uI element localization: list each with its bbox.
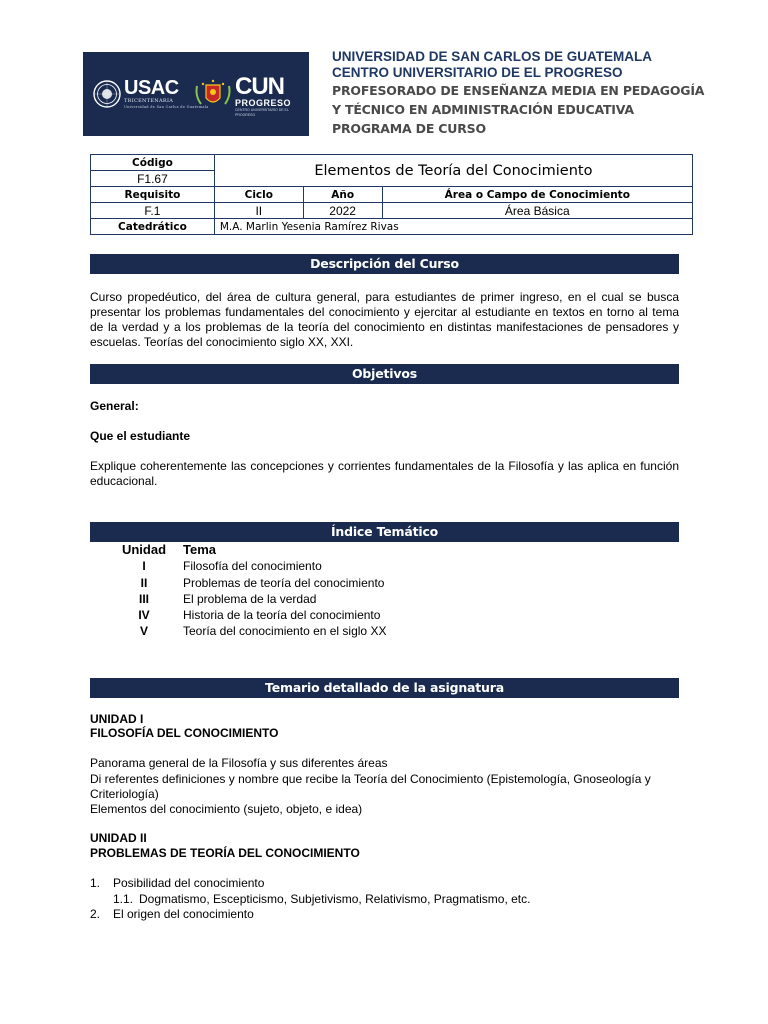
list-item-number: 2.: [90, 907, 101, 921]
indice-unidad: IV: [138, 608, 150, 623]
area-value: Área Básica: [382, 203, 692, 219]
list-item: [90, 907, 679, 923]
usac-subtitle-small: Universidad de San Carlos de Guatemala: [124, 105, 209, 109]
list-item: [90, 876, 679, 892]
university-name: UNIVERSIDAD DE SAN CARLOS DE GUATEMALA: [332, 49, 653, 64]
unidad-2-list: [90, 876, 679, 923]
unidad-1-point: Panorama general de la Filosofía y sus diferentes áreas: [90, 756, 388, 770]
indice-tema: Problemas de teoría del conocimiento: [183, 575, 385, 590]
requisito-label: Requisito: [91, 187, 215, 203]
indice-tema: El problema de la verdad: [183, 591, 317, 606]
indice-row: [118, 607, 386, 623]
indice-row: [118, 591, 386, 607]
anio-label: Año: [303, 187, 382, 203]
unidad-2-title: PROBLEMAS DE TEORÍA DEL CONOCIMIENTO: [90, 846, 360, 860]
center-name: CENTRO UNIVERSITARIO DE EL PROGRESO: [332, 65, 623, 80]
indice-tema: Historia de la teoría del conocimiento: [183, 608, 381, 623]
course-info-table: [90, 154, 693, 235]
indice-col-unidad: Unidad: [121, 542, 167, 557]
list-item-text: El origen del conocimiento: [113, 907, 254, 921]
objetivo-general-label: General:: [90, 399, 139, 413]
anio-value: 2022: [303, 203, 382, 219]
indice-header-row: [118, 542, 386, 558]
objetivo-intro: Que el estudiante: [90, 429, 191, 443]
document-header: [332, 49, 704, 138]
ciclo-value: II: [214, 203, 303, 219]
section-bar-temario: Temario detallado de la asignatura: [90, 678, 679, 698]
indice-row: [118, 575, 386, 591]
codigo-value: F1.67: [91, 171, 215, 187]
catedratico-label: Catedrático: [91, 219, 215, 235]
descripcion-text: Curso propedéutico, del área de cultura general, para estudiantes de primer ingreso, en el cual se busca presentar los problemas fundamentales del conocimiento y ejercitar al estudiante en textos en torno al tema de la verdad y a los problemas de la teoría del conocimiento en distintas manifestaciones de pensadores y escuelas. Teorías del conocimiento siglo XX, XXI.: [90, 290, 679, 349]
cun-logo: [235, 73, 309, 118]
list-subitem: [90, 892, 679, 908]
unidad-1-label: UNIDAD I: [90, 712, 144, 726]
indice-unidad: II: [140, 575, 148, 590]
objetivo-text: Explique coherentemente las concepciones y corrientes fundamentales de la Filosofía y las aplica en función educacional.: [90, 459, 679, 488]
usac-seal-icon: [93, 80, 121, 108]
document-type: PROGRAMA DE CURSO: [332, 121, 486, 136]
area-label: Área o Campo de Conocimiento: [382, 187, 692, 203]
program-name-1: PROFESORADO DE ENSEÑANZA MEDIA EN PEDAGOGÍA: [332, 83, 705, 98]
indice-col-tema: Tema: [183, 542, 216, 557]
indice-row: [118, 623, 386, 639]
cun-crest-icon: [193, 78, 233, 110]
cun-progreso: PROGRESO: [235, 98, 292, 108]
indice-tema: Filosofía del conocimiento: [183, 559, 322, 574]
unidad-1-point: Di referentes definiciones y nombre que recibe la Teoría del Conocimiento (Epistemología, Gnoseología y Criteriología): [90, 772, 651, 801]
list-item-number: 1.: [90, 876, 101, 890]
catedratico-value: M.A. Marlin Yesenia Ramírez Rivas: [214, 219, 692, 235]
usac-subtitle: TRICENTENARIA: [124, 98, 174, 104]
course-title: Elementos de Teoría del Conocimiento: [214, 155, 692, 187]
program-name-2: Y TÉCNICO EN ADMINISTRACIÓN EDUCATIVA: [332, 102, 634, 117]
indice-unidad: V: [139, 624, 148, 639]
indice-tema: Teoría del conocimiento en el siglo XX: [183, 624, 387, 639]
list-subitem-text: Dogmatismo, Escepticismo, Subjetivismo, Relativismo, Pragmatismo, etc.: [139, 891, 531, 906]
unidad-1-title: FILOSOFÍA DEL CONOCIMIENTO: [90, 726, 279, 740]
usac-wordmark: USAC: [124, 77, 179, 99]
indice-unidad: III: [138, 591, 149, 606]
cun-tagline: CENTRO UNIVERSITARIO DE EL PROGRESO: [235, 108, 289, 117]
indice-table: [118, 542, 386, 640]
requisito-value: F.1: [91, 203, 215, 219]
institution-logos: [83, 52, 309, 136]
section-bar-indice: Índice Temático: [90, 522, 679, 542]
unidad-2-label: UNIDAD II: [90, 831, 147, 845]
unidad-1-point: Elementos del conocimiento (sujeto, objeto, e idea): [90, 802, 363, 816]
codigo-label: Código: [91, 155, 215, 171]
ciclo-label: Ciclo: [214, 187, 303, 203]
indice-unidad: I: [142, 559, 146, 574]
list-item-text: Posibilidad del conocimiento: [113, 876, 265, 890]
cun-wordmark: CUN: [235, 73, 284, 100]
list-subitem-number: 1.1.: [113, 891, 134, 906]
indice-row: [118, 558, 386, 574]
section-bar-descripcion: Descripción del Curso: [90, 254, 679, 274]
section-bar-objetivos: Objetivos: [90, 364, 679, 384]
